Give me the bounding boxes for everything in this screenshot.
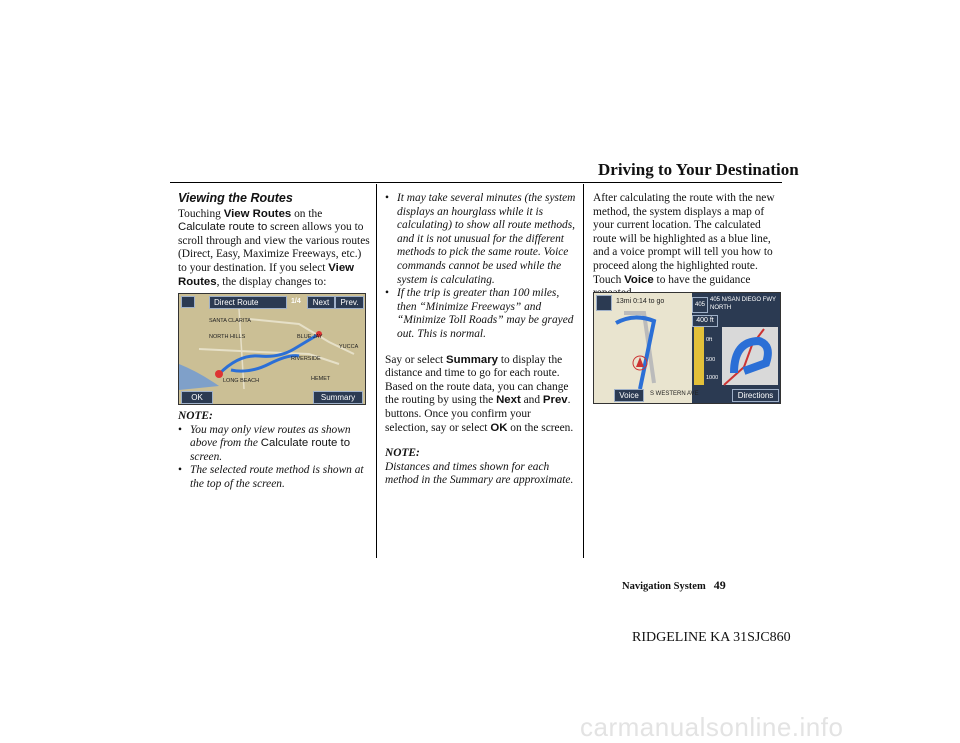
zoom-icon[interactable] [181, 296, 195, 308]
highway-sign-text: 405 N/SAN DIEGO FWY NORTH [710, 297, 776, 311]
text: The selected route method is shown at the top of the screen. [190, 464, 364, 490]
section-heading: Viewing the Routes [178, 191, 293, 205]
highway-shield: 405 [692, 297, 708, 313]
text: to have the guidance [656, 273, 751, 286]
text: and [520, 394, 543, 407]
note-text: Distances and times shown for each method in the Summary are approximate. [385, 460, 574, 487]
note-label: NOTE: [178, 410, 213, 422]
map-label: HEMET [311, 376, 331, 382]
text: screen allows you to scroll through and view the various routes (Direct, Easy, Maximize Freeways, etc.) to your destination. If you select [178, 221, 370, 274]
text: on the screen. [507, 421, 574, 434]
prev-button[interactable]: Prev. [335, 296, 364, 309]
voice-button[interactable]: Voice [614, 389, 644, 402]
model-code: RIDGELINE KA 31SJC860 [632, 630, 791, 645]
note-label: NOTE: [385, 447, 420, 460]
column-3 [593, 192, 783, 301]
next-term: Next [496, 394, 521, 407]
column-divider-2 [583, 184, 584, 558]
prev-term: Prev [542, 394, 568, 407]
note-bullet [178, 424, 370, 465]
map-label: LONG BEACH [223, 378, 260, 384]
view-routes-term: View Routes [223, 207, 292, 220]
scale-label: 1000 [706, 375, 719, 381]
route-page-indicator: 1/4 [291, 298, 301, 305]
summary-paragraph [385, 354, 577, 436]
map-label: BLUE JAY [297, 334, 323, 340]
watermark: carmanualsonline.info [580, 712, 844, 742]
voice-term: Voice [624, 273, 654, 286]
bullet: • It may take several minutes (the system displays an hourglass while it is calculating) to show all route methods, and it is not unusual for the different methods to pick the same route. Voice commands cannot be used while the system is calculating. [385, 192, 577, 287]
page-footer [622, 578, 726, 593]
compass-icon[interactable] [596, 295, 612, 311]
text: screen. [190, 450, 223, 463]
page-header: Driving to Your Destination [598, 160, 799, 179]
text: Touching [178, 207, 224, 220]
column-divider-1 [376, 184, 377, 558]
scale-label: 500 [706, 357, 716, 363]
text: Say or select [385, 353, 447, 366]
summary-button[interactable]: Summary [313, 391, 363, 404]
text: After calculating the route with the new method, the system displays a map of your current location. The calculated route will be highlighted as a blue line, and a voice prompt will tell you how to proceed along the highlighted route. Touch [593, 192, 775, 286]
text: You may only view routes as shown above from the [190, 423, 351, 450]
next-button[interactable]: Next [307, 296, 335, 309]
intro-paragraph [178, 208, 370, 290]
view-routes-term: View Routes [178, 261, 355, 288]
header-rule [170, 182, 782, 183]
ok-term: OK [490, 421, 508, 434]
guidance-map-screenshot [593, 292, 781, 404]
bullet: • If the trip is greater than 100 miles, then “Minimize Freeways” and “Minimize Toll Roads” may be grayed out. This is normal. [385, 287, 577, 341]
text: . buttons. Once you confirm your selection, say or select [385, 394, 571, 434]
map-label: YUCCA [339, 344, 359, 350]
calculate-route-term: Calculate route to [260, 437, 351, 450]
text: , the display changes to: [216, 275, 327, 288]
column-1 [178, 192, 370, 289]
text: to display the distance and time to go for each route. Based on the route data, you can change the routing by using the [385, 353, 569, 407]
street-name: S WESTERN AVE [650, 391, 699, 397]
ok-button[interactable]: OK [181, 391, 213, 404]
distance-time-readout: 13mi 0:14 to go [616, 298, 665, 305]
summary-term: Summary [446, 353, 498, 366]
scale-label: 0ft [706, 337, 713, 343]
guidance-paragraph [593, 192, 783, 301]
page-number: 49 [713, 578, 726, 592]
column-2 [385, 192, 577, 488]
route-title: Direct Route [209, 296, 287, 309]
text: on the [291, 207, 323, 220]
calculate-route-term: Calculate route to [178, 221, 268, 234]
note-bullet [178, 464, 370, 491]
footer-section: Navigation System [622, 581, 706, 592]
map-graphic [179, 294, 365, 404]
map-label: SANTA CLARITA [209, 318, 251, 324]
directions-button[interactable]: Directions [732, 389, 779, 402]
route-map-screenshot [178, 293, 366, 405]
map-label: NORTH HILLS [209, 334, 246, 340]
map-label: RIVERSIDE [291, 356, 321, 362]
column-1-notes [178, 410, 370, 492]
distance-to-turn: 400 ft [692, 315, 718, 327]
